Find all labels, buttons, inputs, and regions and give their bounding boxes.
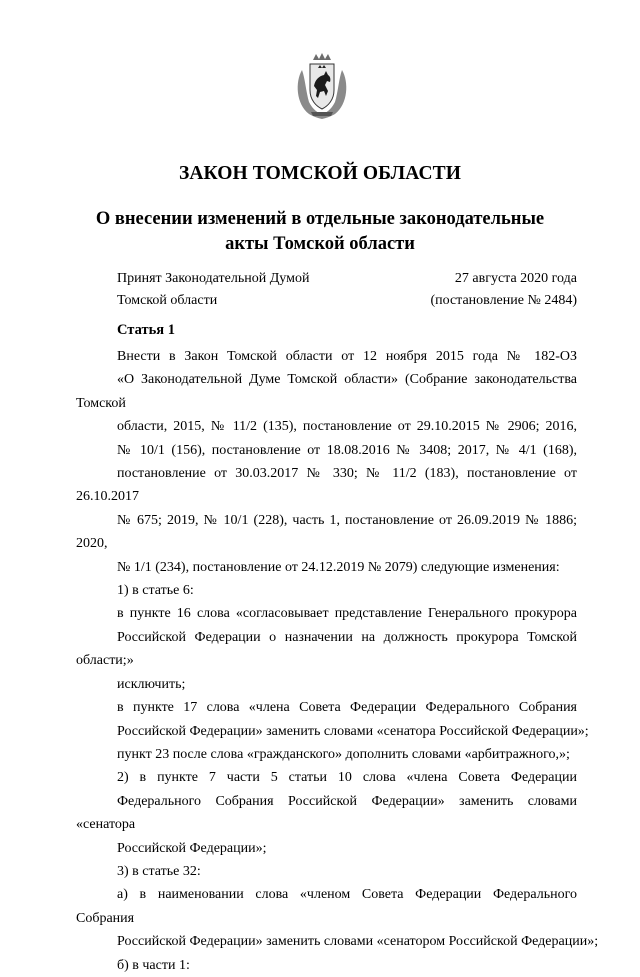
- text-line: в пункте 16 слова «согласовывает представление Генерального прокурора: [117, 606, 577, 622]
- text-line: в пункте 17 слова «члена Совета Федерации Федерального Собрания: [117, 700, 577, 716]
- text-line: исключить;: [117, 676, 186, 692]
- paragraph-item-2: [76, 766, 577, 860]
- law-title: ЗАКОН ТОМСКОЙ ОБЛАСТИ: [178, 163, 462, 184]
- resolution-number: (постановление № 2484): [430, 293, 577, 308]
- adoption-date: 27 августа 2020 года: [454, 271, 577, 286]
- text-line: а) в наименовании слова «членом Совета Федерации Федерального Собрания: [76, 887, 577, 926]
- paragraph-point-16: [76, 602, 577, 696]
- paragraph-item-1: [76, 579, 577, 602]
- paragraph-intro: [76, 345, 577, 579]
- text-line: Внести в Закон Томской области от 12 ноября 2015 года № 182-ОЗ: [117, 349, 577, 364]
- adopted-by-line-1: Принят Законодательной Думой: [117, 271, 310, 286]
- paragraph-point-17: [76, 696, 589, 743]
- text-line: Российской Федерации»;: [117, 840, 267, 856]
- text-line: Российской Федерации» заменить словами «сенатором Российской Федерации»;: [117, 934, 599, 950]
- article-heading: Статья 1: [117, 322, 175, 338]
- law-subtitle-line-2: акты Томской области: [225, 234, 415, 254]
- text-line: Российской Федерации» заменить словами «сенатора Российской Федерации»;: [117, 723, 589, 739]
- tomsk-oblast-coat-of-arms-icon: [293, 52, 351, 120]
- paragraph-item-3: [76, 860, 577, 883]
- text-line: Российской Федерации о назначении на должность прокурора Томской области;»: [76, 629, 577, 669]
- paragraph-point-23: [76, 743, 577, 766]
- law-subtitle-line-1: О внесении изменений в отдельные законодательные: [95, 209, 545, 229]
- text-line: № 675; 2019, № 10/1 (228), часть 1, постановление от 26.09.2019 № 1886; 2020,: [76, 512, 577, 552]
- text-line: б) в части 1:: [117, 957, 190, 973]
- text-line: области, 2015, № 11/2 (135), постановление от 29.10.2015 № 2906; 2016,: [117, 419, 577, 435]
- adoption-date-info: [430, 268, 577, 312]
- adoption-info: [117, 268, 309, 312]
- text-line: «О Законодательной Думе Томской области» (Собрание законодательства Томской: [76, 372, 577, 411]
- adopted-by-line-2: Томской области: [117, 293, 218, 308]
- text-line: № 10/1 (156), постановление от 18.08.2016 № 3408; 2017, № 4/1 (168),: [117, 442, 577, 458]
- text-line: 1) в статье 6:: [117, 583, 194, 599]
- article-body: [76, 345, 599, 977]
- text-line: пункт 23 после слова «гражданского» дополнить словами «арбитражного,»;: [117, 746, 570, 762]
- text-line: 2) в пункте 7 части 5 статьи 10 слова «члена Совета Федерации: [117, 770, 577, 786]
- law-subtitle: [0, 207, 640, 257]
- text-line: Федерального Собрания Российской Федерации» заменить словами «сенатора: [76, 793, 577, 833]
- text-line: 3) в статье 32:: [117, 863, 201, 879]
- paragraph-subitem-b: [76, 954, 577, 977]
- text-line: постановление от 30.03.2017 № 330; № 11/2 (183), постановление от 26.10.2017: [76, 466, 577, 505]
- paragraph-subitem-a: [76, 883, 599, 953]
- text-line: № 1/1 (234), постановление от 24.12.2019 № 2079) следующие изменения:: [117, 559, 560, 575]
